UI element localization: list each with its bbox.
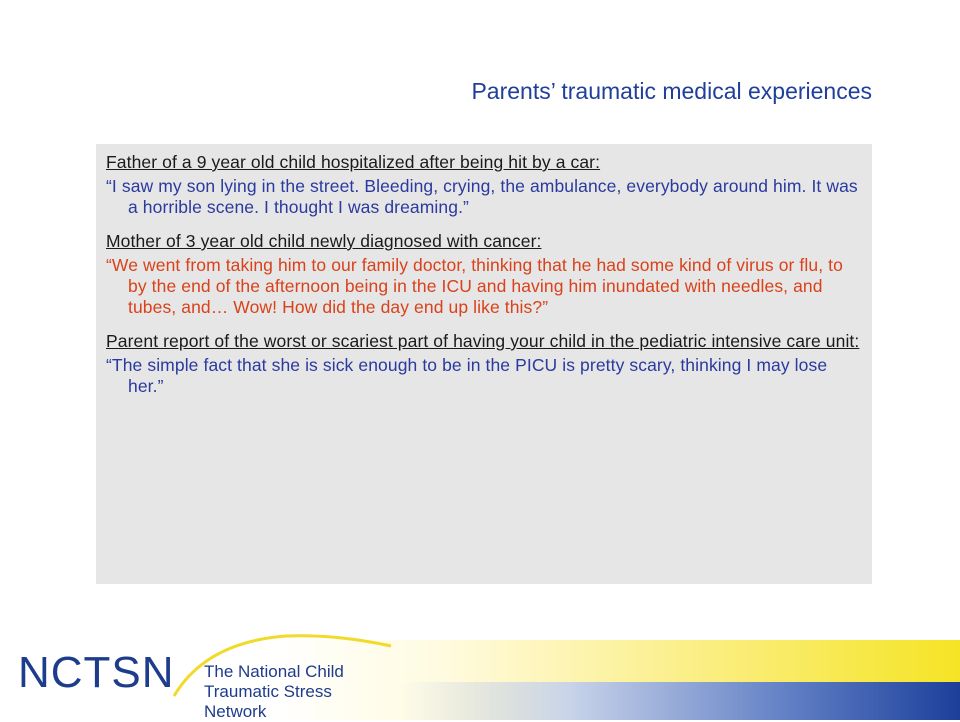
- quote-text: “We went from taking him to our family doctor, thinking that he had some kind of virus or flu, to by the end of the afternoon being in the ICU and having him inundated with needles, and tubes, and… Wow! How did the day end up like this?”: [106, 255, 843, 317]
- quote-block-mother: [106, 231, 860, 318]
- logo-text-line1: The National Child: [204, 662, 344, 681]
- logo-text-line2: Traumatic Stress Network: [204, 682, 332, 721]
- footer-blue-band: [400, 682, 960, 720]
- quote-heading: Father of a 9 year old child hospitalized after being hit by a car:: [106, 152, 601, 172]
- quote-block-parent: [106, 331, 860, 397]
- quote-heading: Parent report of the worst or scariest part of having your child in the pediatric intensive care unit:: [106, 331, 860, 351]
- nctsn-logo: [18, 640, 398, 720]
- quote-text: “I saw my son lying in the street. Bleeding, crying, the ambulance, everybody around him. It was a horrible scene. I thought I was dreaming.”: [106, 176, 858, 217]
- quote-text: “The simple fact that she is sick enough to be in the PICU is pretty scary, thinking I may lose her.”: [106, 355, 828, 396]
- quote-block-father: [106, 152, 860, 218]
- slide-title: Parents’ traumatic medical experiences: [471, 78, 872, 104]
- logo-abbrev: NCTSN: [18, 648, 175, 697]
- quote-heading: Mother of 3 year old child newly diagnosed with cancer:: [106, 231, 542, 251]
- quote-box: [96, 144, 872, 584]
